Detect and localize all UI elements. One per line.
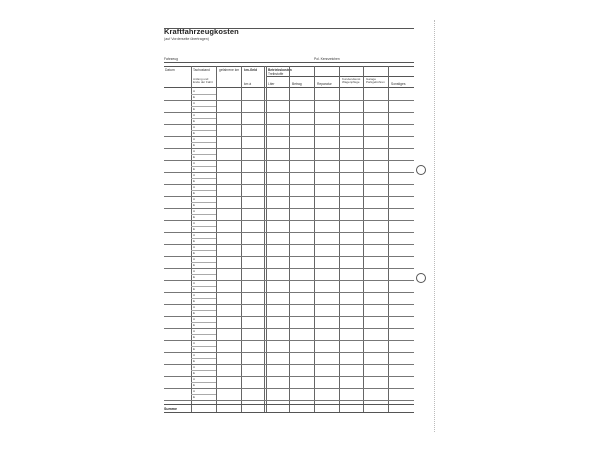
row-mark: A [193,244,196,249]
form-subtitle: (auf Vorderseite übertragen) [164,37,209,41]
row-full-rule[interactable] [164,100,414,101]
row-mark: A [193,172,196,177]
row-mark: A [193,100,196,105]
row-mark: A [193,352,196,357]
summe-bottom-rule [164,412,414,413]
column-divider [241,66,242,412]
column-divider [289,66,290,412]
column-divider [339,66,340,412]
row-full-rule[interactable] [164,316,414,317]
row-mark: E [193,94,196,99]
row-full-rule[interactable] [164,172,414,173]
row-full-rule[interactable] [164,364,414,365]
row-mark: E [193,250,196,255]
row-mark: E [193,142,196,147]
row-mark: E [193,286,196,291]
row-full-rule[interactable] [164,292,414,293]
col-km-geld-sub: km à [244,82,252,86]
row-full-rule[interactable] [164,232,414,233]
row-mark: A [193,328,196,333]
row-mark: A [193,148,196,153]
row-mark: E [193,190,196,195]
vehicle-label: Fahrzeug [164,57,178,61]
row-full-rule[interactable] [164,160,414,161]
row-mark: A [193,340,196,345]
col-km-geld: km-Geld [244,68,258,72]
form-title: Kraftfahrzeugkosten [164,27,239,36]
punch-hole-bottom [416,273,426,283]
row-mark: A [193,88,196,93]
column-divider [388,66,389,412]
row-mark: E [193,202,196,207]
plate-label: Pol. Kennzeichen [314,57,340,61]
row-mark: A [193,184,196,189]
row-mark: A [193,232,196,237]
row-full-rule[interactable] [164,112,414,113]
row-mark: E [193,358,196,363]
row-full-rule[interactable] [164,376,414,377]
row-mark: E [193,298,196,303]
row-mark: E [193,226,196,231]
row-mark: A [193,364,196,369]
row-mark: E [193,154,196,159]
column-divider [363,66,364,412]
row-full-rule[interactable] [164,400,414,401]
row-mark: A [193,268,196,273]
row-full-rule[interactable] [164,280,414,281]
col-betrag: Betrag [292,82,302,86]
col-kundendienst: Kundendienst Wagenpflege [342,77,361,84]
row-mark: A [193,124,196,129]
row-full-rule[interactable] [164,184,414,185]
row-mark: A [193,208,196,213]
row-mark: E [193,214,196,219]
row-full-rule[interactable] [164,388,414,389]
summe-label: Summe [164,407,177,411]
row-full-rule[interactable] [164,352,414,353]
row-full-rule[interactable] [164,304,414,305]
row-mark: A [193,196,196,201]
row-mark: A [193,388,196,393]
col-tachostand-sub: Anfang und Ende der Fahrt [193,77,214,84]
row-mark: E [193,262,196,267]
row-mark: E [193,166,196,171]
row-mark: E [193,382,196,387]
summe-top-rule [164,404,414,405]
col-garage: Garage Parkgebühren [366,77,385,84]
row-mark: A [193,376,196,381]
col-betriebskosten: Betriebskosten [268,68,292,72]
row-mark: A [193,220,196,225]
row-mark: A [193,160,196,165]
vehicle-field-line[interactable] [164,62,414,63]
row-mark: E [193,178,196,183]
row-mark: A [193,136,196,141]
row-full-rule[interactable] [164,340,414,341]
row-mark: E [193,334,196,339]
column-divider [216,66,217,412]
col-tachostand: Tachostand [193,68,210,72]
row-full-rule[interactable] [164,256,414,257]
perforation-line [434,20,435,432]
row-mark: E [193,130,196,135]
row-full-rule[interactable] [164,220,414,221]
row-full-rule[interactable] [164,148,414,149]
row-mark: A [193,256,196,261]
row-full-rule[interactable] [164,196,414,197]
row-mark: E [193,274,196,279]
row-full-rule[interactable] [164,268,414,269]
row-full-rule[interactable] [164,244,414,245]
col-reparatur: Reparatur [317,82,332,86]
row-mark: E [193,394,196,399]
column-divider [314,66,315,412]
row-full-rule[interactable] [164,124,414,125]
row-mark: E [193,346,196,351]
row-full-rule[interactable] [164,136,414,137]
row-full-rule[interactable] [164,328,414,329]
row-mark: A [193,316,196,321]
row-mark: A [193,112,196,117]
col-sonstiges: Sonstiges [391,82,406,86]
row-mark: E [193,310,196,315]
column-divider [266,66,267,412]
col-treibstoffe: Treibstoffe [268,72,284,76]
col-gefahrene-km: gefahrene km [219,68,240,72]
row-mark: E [193,106,196,111]
row-mark: A [193,280,196,285]
row-mark: E [193,238,196,243]
title-rule [164,28,414,29]
row-mark: E [193,118,196,123]
col-liter: Liter [268,82,275,86]
col-datum: Datum [165,68,175,72]
row-mark: A [193,292,196,297]
row-full-rule[interactable] [164,208,414,209]
column-divider [264,66,265,412]
row-mark: E [193,370,196,375]
row-mark: A [193,304,196,309]
punch-hole-top [416,165,426,175]
row-mark: E [193,322,196,327]
